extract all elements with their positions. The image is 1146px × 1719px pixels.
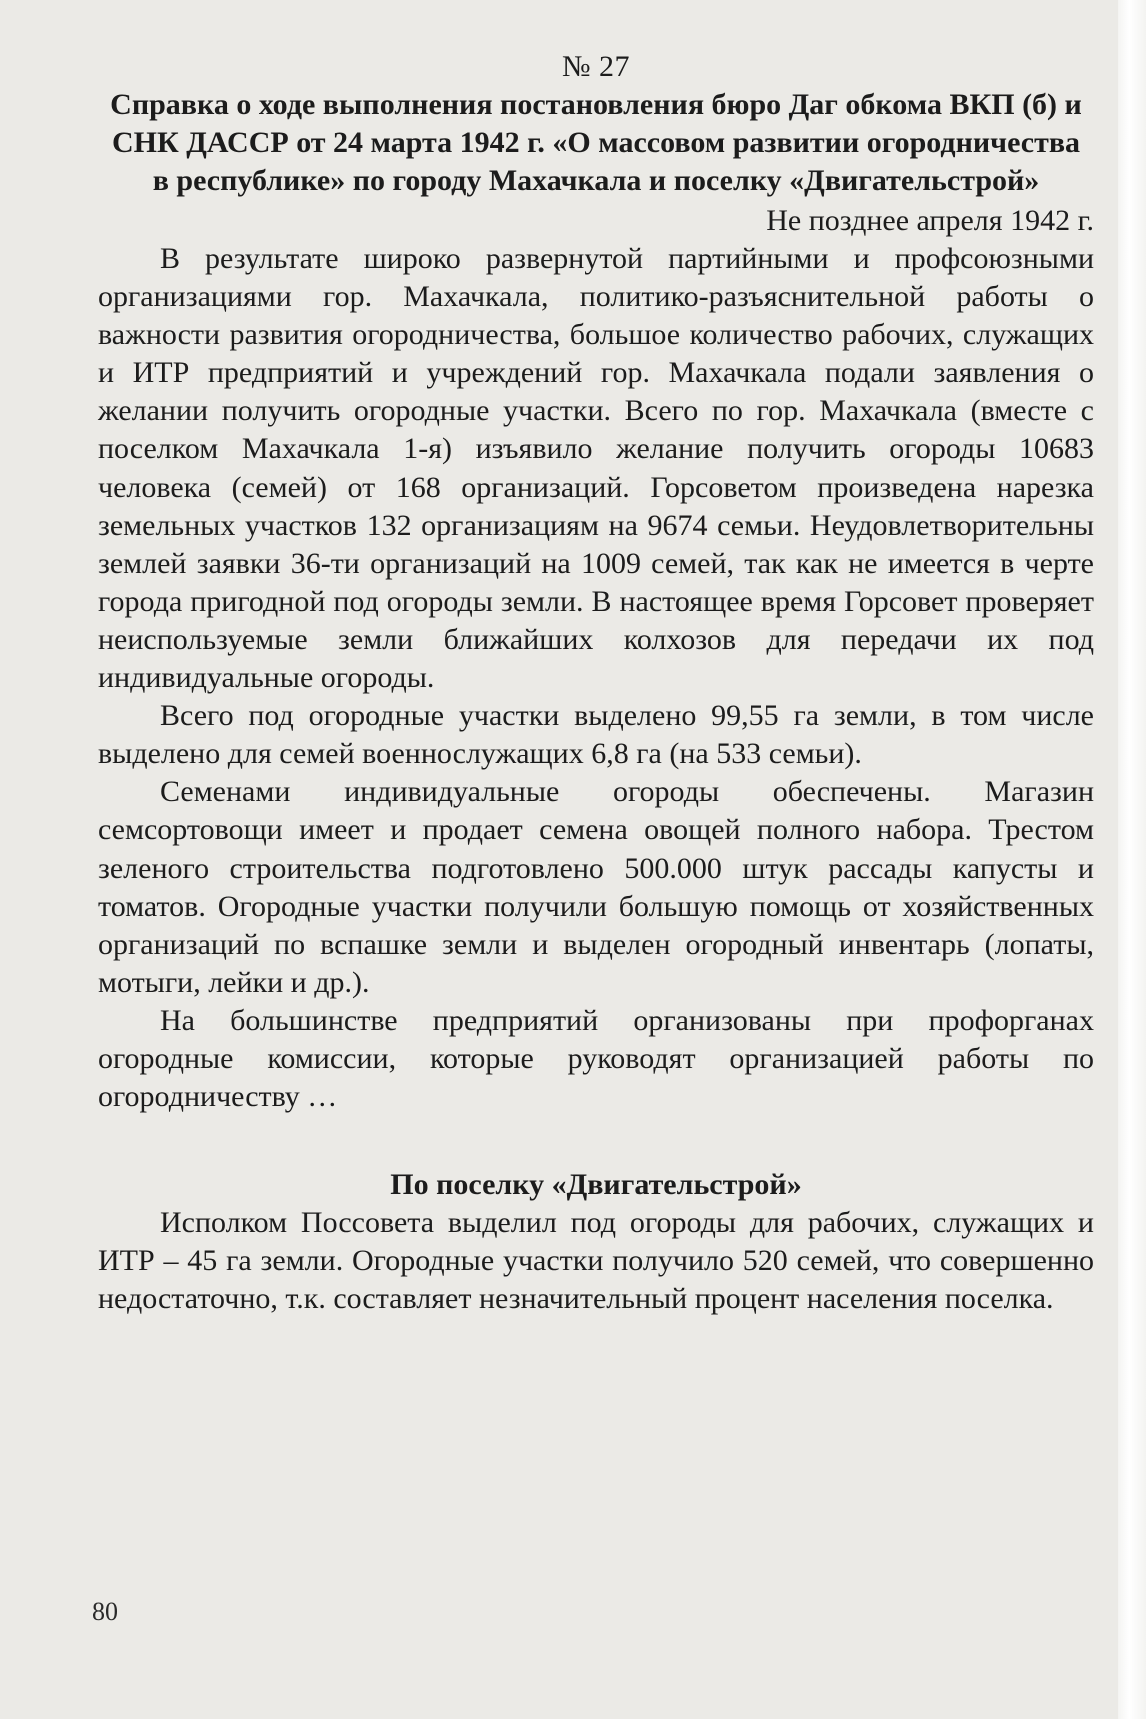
paragraph: Всего под огородные участки выделено 99,55 га земли, в том числе выделено для семей военнослужащих 6,8 га (на 533 семьи). (98, 699, 1094, 771)
document-date: Не позднее апреля 1942 г. (766, 204, 1094, 237)
paragraph: В результате широко развернутой партийными и профсоюзными организациями гор. Махачкала, политико-разъяснительной работы о важности развития огородничества, большое количество рабочих, служащих и ИТР предприятий и учреждений гор. Махачкала подали заявления о желании получить огородные участки. Всего по гор. Махачкала (вместе с поселком Махачкала 1-я) изъявило желание получить огороды 10683 человека (семей) от 168 организаций. Горсоветом произведена нарезка земельных участков 132 организациям на 9674 семьи. Неудовлетворительны землей заявки 36-ти организаций на 1009 семей, так как не имеется в черте города пригодной под огороды земли. В настоящее время Горсовет проверяет неиспользуемые земли ближайших колхозов для передачи их под индивидуальные огороды. (98, 242, 1094, 695)
paragraph: Семенами индивидуальные огороды обеспечены. Магазин семсортовощи имеет и продает семена овощей полного набора. Трестом зеленого строительства подготовлено 500.000 штук рассады капусты и томатов. Огородные участки получили большую помощь от хозяйственных организаций по вспашке земли и выделен огородный инвентарь (лопаты, мотыги, лейки и др.). (98, 775, 1094, 999)
document-body (98, 48, 1094, 1318)
paragraph: На большинстве предприятий организованы при профорганах огородные комиссии, которые руководят организацией работы по огородничеству … (98, 1003, 1094, 1114)
page-number: 80 (92, 1597, 118, 1626)
section-heading: По поселку «Двигательстрой» (390, 1168, 802, 1202)
document-title: Справка о ходе выполнения постановления бюро Даг обкома ВКП (б) и СНК ДАССР от 24 марта 1942 г. «О массовом развитии огородничества в республике» по городу Махачкала и поселку «Двигательстрой» (110, 88, 1082, 197)
paragraph: Исполком Поссовета выделил под огороды для рабочих, служащих и ИТР – 45 га земли. Огородные участки получило 520 семей, что совершенно недостаточно, т.к. составляет незначительный процент населения поселка. (98, 1206, 1094, 1316)
book-spine-edge (1118, 0, 1146, 1719)
document-number: № 27 (561, 50, 631, 83)
